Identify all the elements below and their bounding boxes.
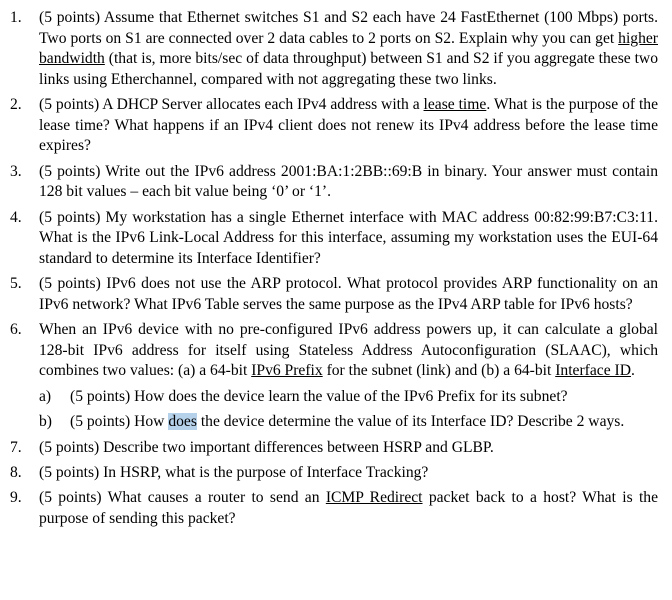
sub-question-b (39, 412, 658, 433)
question-number: 1. (10, 9, 22, 26)
question-8 (10, 463, 658, 484)
sub-question-text: (5 points) How (70, 413, 169, 431)
question-text: (5 points) Describe two important differences between HSRP and GLBP. (39, 438, 494, 456)
question-number: 9. (10, 489, 22, 507)
question-6 (10, 320, 658, 433)
question-text: (5 points) A DHCP Server allocates each IPv4 address with a (39, 96, 424, 114)
underlined-term: IPv6 Prefix (251, 362, 323, 380)
question-text: for the subnet (link) and (b) a 64-bit (322, 362, 556, 380)
question-text: (that is, more bits/sec of data throughput) between S1 and S2 if you aggregate these two links using Etherchannel, compared with not aggregating these two links. (39, 50, 658, 88)
sub-question-label: b) (39, 413, 52, 431)
question-1 (10, 8, 658, 90)
sub-question-text: the device determine the value of its Interface ID? Describe 2 ways. (196, 413, 625, 431)
sub-question-text: (5 points) How does the device learn the value of the IPv6 Prefix for its subnet? (70, 387, 568, 405)
question-number: 2. (10, 96, 22, 114)
underlined-term: ICMP Redirect (325, 489, 423, 507)
question-text: When an IPv6 device with no pre-configured IPv6 address powers up, it can calculate a global 128-bit IPv6 address for itself using Stateless Address Autoconfiguration (SLAAC), which combines two values: (a) a 64-bit (39, 321, 658, 380)
sub-question-a (39, 387, 658, 408)
question-text: (5 points) In HSRP, what is the purpose of Interface Tracking? (39, 464, 429, 482)
underlined-term: Interface ID (555, 362, 631, 380)
question-number: 5. (10, 275, 22, 293)
sub-question-label: a) (39, 387, 52, 405)
question-text: . (630, 362, 635, 380)
question-number: 7. (10, 438, 22, 456)
question-3 (10, 162, 658, 203)
question-text: (5 points) Write out the IPv6 address 2001:BA:1:2BB::69:B in binary. Your answer must contain 128 bit values – each bit value being ‘0’ or ‘1’. (39, 162, 658, 201)
underlined-term: higher bandwidth (39, 29, 658, 68)
question-text: . What is the purpose of the lease time? What happens if an IPv4 client does not renew its IPv4 address before the lease time expires? (39, 96, 659, 155)
question-text: (5 points) What causes a router to send an (39, 489, 326, 507)
question-2 (10, 95, 658, 157)
question-number: 6. (10, 321, 22, 339)
selected-text-highlight[interactable]: does (168, 413, 197, 431)
sub-question-list (39, 387, 658, 433)
question-text: (5 points) IPv6 does not use the ARP protocol. What protocol provides ARP functionality on an IPv6 network? What IPv6 Table serves the same purpose as the IPv4 ARP table for IPv6 hosts? (39, 275, 658, 313)
underlined-term: lease time (423, 96, 487, 114)
question-text: (5 points) My workstation has a single Ethernet interface with MAC address 00:82:99:B7:C3:11. What is the IPv6 Link-Local Address for this interface, assuming my workstation uses the EUI-64 standard to determine its Interface Identifier? (39, 208, 658, 267)
question-7 (10, 438, 658, 459)
question-text: (5 points) Assume that Ethernet switches S1 and S2 each have 24 FastEthernet (100 Mbps) ports. Two ports on S1 are connected over 2 data cables to 2 ports on S2. Explain why you can get (39, 9, 658, 47)
question-5 (10, 274, 658, 315)
question-text: packet back to a host? What is the purpose of sending this packet? (39, 489, 658, 528)
question-4 (10, 208, 658, 270)
question-number: 3. (10, 162, 22, 180)
question-number: 4. (10, 208, 22, 226)
question-number: 8. (10, 464, 22, 482)
question-9 (10, 488, 658, 529)
